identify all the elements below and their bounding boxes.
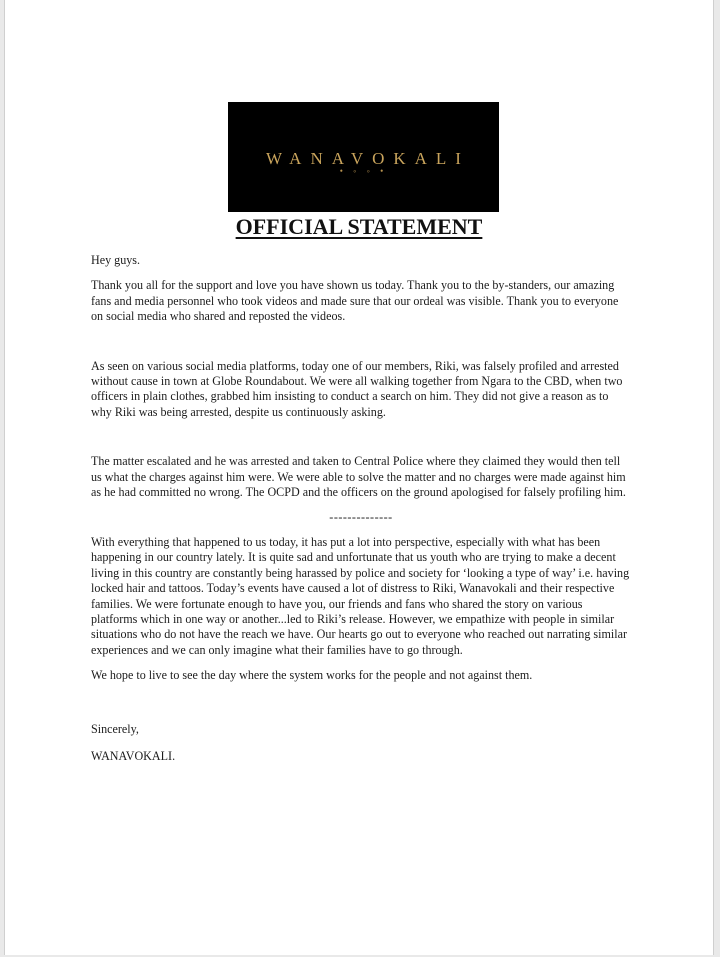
logo-ornament: • ◦ ◦ • (339, 166, 388, 176)
wanavokali-logo (228, 102, 499, 212)
paragraph-thanks: Thank you all for the support and love you have shown us today. Thank you to the by-standers, our amazing fans and media personnel who took videos and made sure that our ordeal was visible. Thank you to everyone on social media who shared and reposted the videos. (91, 278, 619, 324)
page-title (5, 214, 713, 240)
signature: WANAVOKALI. (91, 748, 176, 763)
document-page (4, 0, 714, 955)
greeting: Hey guys. (91, 253, 141, 267)
title-text: OFFICIAL STATEMENT (235, 214, 483, 239)
paragraph-perspective: With everything that happened to us today, it has put a lot into perspective, especially with what has been happening in our country lately. It is quite sad and unfortunate that us youth who are trying to make a decent living in this country are constantly being harassed by police and society for ‘looking a type of way’ i.e. having locked hair and tattoos. Today’s events have caused a lot of distress to Riki, Wanavokali and their respective families. We were fortunate enough to have you, our friends and fans who shared the story on various platforms which in one way or another...led to Riki’s release. However, we empathize with people in similar situations who do not have the reach we have. Our hearts go out to everyone who reached out narrating similar experiences and we can only imagine what their families have to go through. (91, 534, 630, 657)
paragraph-hope: We hope to live to see the day where the system works for the people and not against them. (91, 668, 533, 683)
statement-body (91, 253, 631, 764)
paragraph-resolution: The matter escalated and he was arrested and taken to Central Police where they claimed they would then tell us what the charges against him were. We were able to solve the matter and no charges were made against him as he had committed no wrong. The OCPD and the officers on the ground apologised for falsely profiling him. (91, 454, 626, 500)
paragraph-arrest: As seen on various social media platforms, today one of our members, Riki, was falsely profiled and arrested without cause in town at Globe Roundabout. We were all walking together from Ngara to the CBD, when two officers in plain clothes, grabbed him insisting to conduct a search on him. They did not give a reason as to why Riki was being arrested, despite us continuously asking. (91, 358, 623, 419)
section-divider: -------------- (329, 510, 393, 525)
closing: Sincerely, (91, 721, 139, 736)
logo-text: WANAVOKALI (266, 149, 470, 168)
